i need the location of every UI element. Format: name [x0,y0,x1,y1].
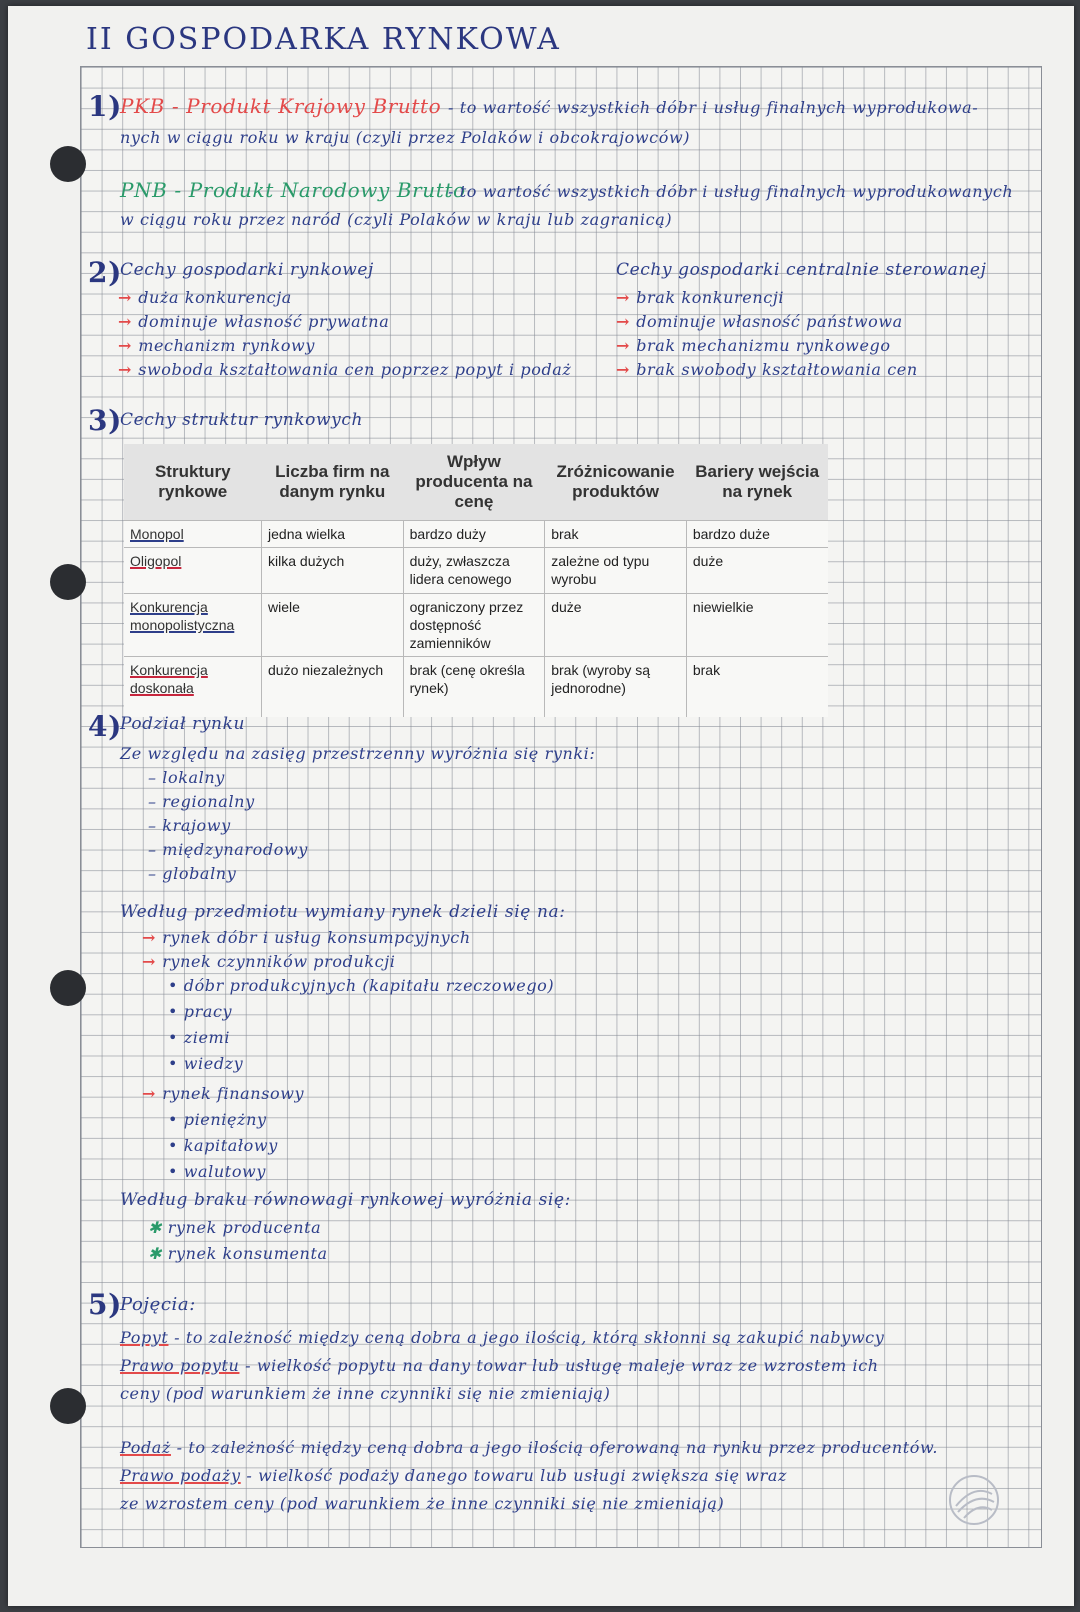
table-header: Struktury rynkowe [124,444,262,521]
table-cell: bardzo duży [403,521,545,548]
table-cell: ograniczony przez dostępność zamienników [403,594,545,657]
arrow-icon: → [616,288,637,307]
notebook-page [8,6,1074,1606]
market-structures-heading: Cechy struktur rynkowych [120,410,364,430]
arrow-icon: → [142,1084,163,1103]
arrow-icon: → [142,928,163,947]
arrow-icon: → [118,360,139,379]
market-economy-item: → mechanizm rynkowy [118,336,315,355]
arrow-icon: → [616,312,637,331]
pnb-definition-line-1: - to wartość wszystkich dóbr i usług finalnych wyprodukowanych [448,182,1014,201]
range-item: – lokalny [148,768,225,787]
asterisk-icon: ✱ [148,1218,168,1237]
table-row [124,521,828,548]
section-5-number: 5) [88,1288,122,1321]
asterisk-icon: ✱ [148,1244,168,1263]
subject-item: → rynek czynników produkcji [142,952,396,971]
balance-item: ✱ rynek producenta [148,1218,322,1237]
table-header: Zróżnicowanie produktów [545,444,687,521]
market-economy-title: Cechy gospodarki rynkowej [120,260,374,280]
concepts-heading: Pojęcia: [120,1294,196,1315]
central-economy-item: → brak swobody kształtowania cen [616,360,918,379]
range-item: – krajowy [148,816,231,835]
table-cell: Oligopol [124,548,262,594]
table-cell: dużo niezależnych [262,657,404,717]
range-item: – globalny [148,864,237,883]
market-economy-item: → dominuje własność prywatna [118,312,390,331]
balance-intro: Według braku równowagi rynkowej wyróżnia się: [120,1190,571,1210]
table-header: Liczba firm na danym rynku [262,444,404,521]
table-cell: niewielkie [686,594,828,657]
prawo-podazy-line-1: Prawo podaży - wielkość podaży danego towaru lub usługi zwiększa się wraz [120,1466,787,1485]
section-3-number: 3) [88,404,122,437]
binder-hole [50,1388,86,1424]
table-cell: brak (wyroby są jednorodne) [545,657,687,717]
pnb-term: PNB - Produkt Narodowy Brutto [120,178,466,202]
table-header: Bariery wejścia na rynek [686,444,828,521]
market-economy-item: → swoboda kształtowania cen poprzez popyt i podaż [118,360,572,379]
market-division-heading: Podział rynku [120,714,246,734]
subject-intro: Według przedmiotu wymiany rynek dzieli się na: [120,902,566,922]
central-economy-item: → brak konkurencji [616,288,785,307]
prawo-popytu-line-1: Prawo popytu - wielkość popytu na dany towar lub usługę maleje wraz ze wzrostem ich [120,1356,879,1375]
table-cell: kilka dużych [262,548,404,594]
arrow-icon: → [616,360,637,379]
prawo-podazy-line-2: ze wzrostem ceny (pod warunkiem że inne czynniki się nie zmieniają) [120,1494,725,1513]
table-cell: jedna wielka [262,521,404,548]
arrow-icon: → [616,336,637,355]
prawo-popytu-line-2: ceny (pod warunkiem że inne czynniki się nie zmieniają) [120,1384,611,1403]
table-row [124,657,828,717]
range-item: – międzynarodowy [148,840,308,859]
central-economy-title: Cechy gospodarki centralnie sterowanej [616,260,987,280]
table-cell: brak [686,657,828,717]
subject-subitem: • ziemi [168,1028,231,1047]
subject-subitem: • wiedzy [168,1054,244,1073]
pkb-definition-line-1: - to wartość wszystkich dóbr i usług finalnych wyprodukowa- [448,98,979,117]
table-cell: zależne od typu wyrobu [545,548,687,594]
central-economy-item: → dominuje własność państwowa [616,312,903,331]
table-cell: duże [545,594,687,657]
subject-subitem: • dóbr produkcyjnych (kapitału rzeczowego) [168,976,555,995]
arrow-icon: → [118,336,139,355]
balance-item: ✱ rynek konsumenta [148,1244,328,1263]
section-1-number: 1) [88,90,122,123]
watermark-logo-icon [946,1472,1002,1528]
range-item: – regionalny [148,792,255,811]
table-cell: Konkurencja monopolistyczna [124,594,262,657]
binder-hole [50,564,86,600]
table-cell: brak [545,521,687,548]
subject-item: → rynek finansowy [142,1084,305,1103]
arrow-icon: → [118,312,139,331]
section-4-number: 4) [88,710,122,743]
subject-subitem: • pieniężny [168,1110,267,1129]
page-title: II GOSPODARKA RYNKOWA [86,22,561,57]
table-cell: duży, zwłaszcza lidera cenowego [403,548,545,594]
arrow-icon: → [118,288,139,307]
range-intro: Ze względu na zasięg przestrzenny wyróżnia się rynki: [120,744,596,763]
binder-hole [50,970,86,1006]
table-cell: Konkurencja doskonała [124,657,262,717]
central-economy-item: → brak mechanizmu rynkowego [616,336,891,355]
subject-subitem: • kapitałowy [168,1136,278,1155]
market-economy-item: → duża konkurencja [118,288,292,307]
table-cell: brak (cenę określa rynek) [403,657,545,717]
table-row [124,594,828,657]
subject-subitem: • pracy [168,1002,233,1021]
arrow-icon: → [142,952,163,971]
subject-subitem: • walutowy [168,1162,266,1181]
market-structures-table [124,444,828,717]
popyt-definition: Popyt - to zależność między ceną dobra a jego ilością, którą skłonni są zakupić nabywcy [120,1328,885,1347]
podaz-definition: Podaż - to zależność między ceną dobra a jego ilością oferowaną na rynku przez producentów. [120,1438,939,1457]
section-2-number: 2) [88,256,122,289]
subject-item: → rynek dóbr i usług konsumpcyjnych [142,928,471,947]
table-header: Wpływ producenta na cenę [403,444,545,521]
table-row [124,548,828,594]
table-header-row [124,444,828,521]
pkb-term: PKB - Produkt Krajowy Brutto [120,94,442,118]
pnb-definition-line-2: w ciągu roku przez naród (czyli Polaków w kraju lub zagranicą) [120,210,673,229]
table-cell: duże [686,548,828,594]
pkb-definition-line-2: nych w ciągu roku w kraju (czyli przez Polaków i obcokrajowców) [120,128,691,147]
table-cell: bardzo duże [686,521,828,548]
table-cell: Monopol [124,521,262,548]
table-cell: wiele [262,594,404,657]
binder-hole [50,146,86,182]
